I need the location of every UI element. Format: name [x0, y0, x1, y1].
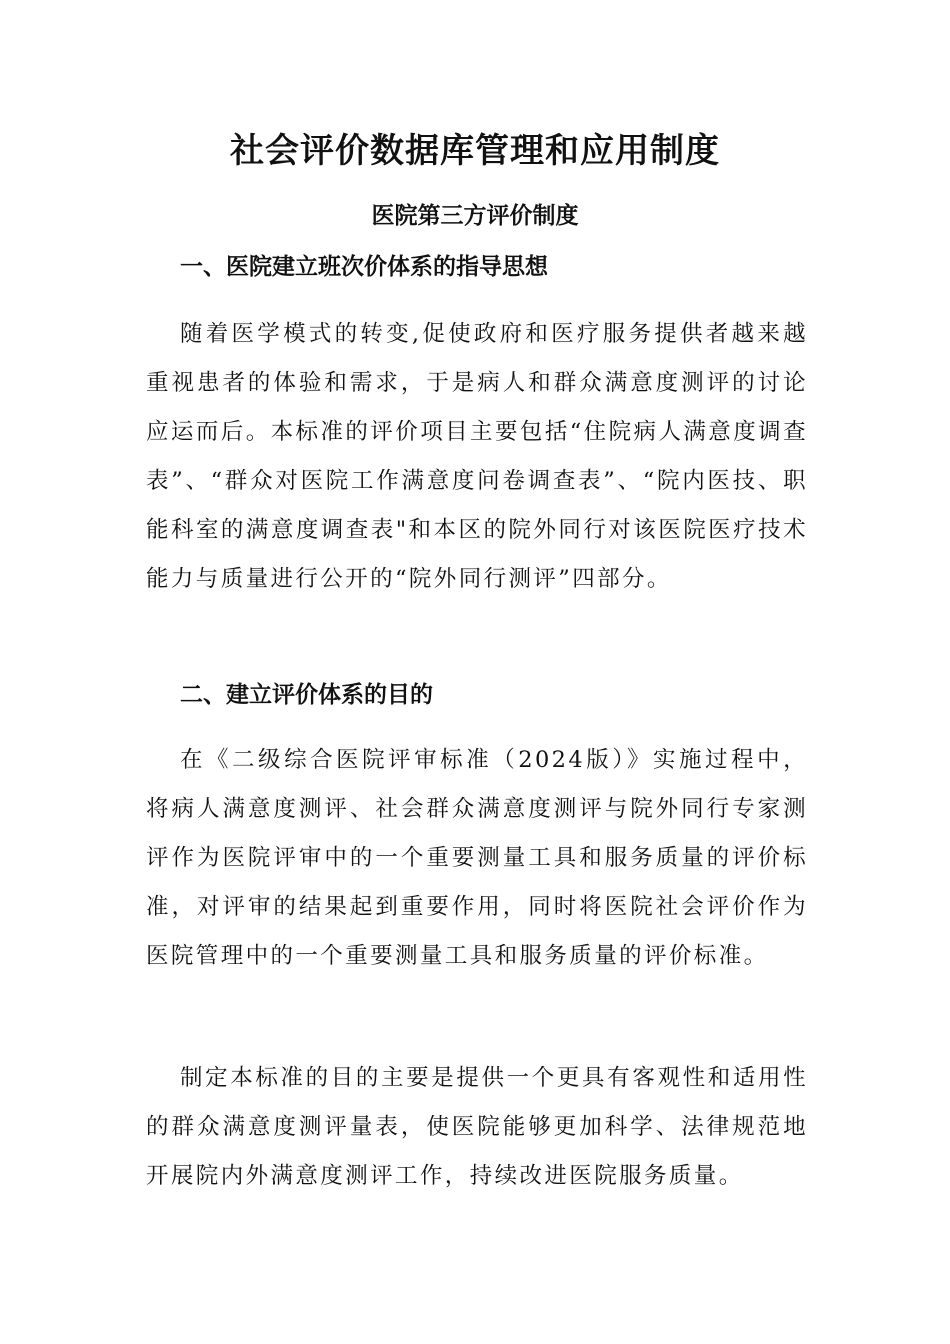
- section-paragraph: 制定本标准的目的主要是提供一个更具有客观性和适用性的群众满意度测评量表，使医院能够更加科学、法律规范地开展院内外满意度测评工作，持续改进医院服务质量。: [146, 1065, 808, 1189]
- section-heading-guiding-ideology: 一、医院建立班次价体系的指导思想: [180, 254, 548, 280]
- document-subtitle: 医院第三方评价制度: [371, 203, 579, 229]
- section-paragraph: 随着医学模式的转变,促使政府和医疗服务提供者越来越重视患者的体验和需求，于是病人和群众满意度测评的讨论应运而后。本标准的评价项目主要包括“住院病人满意度调查表”、“群众对医院工作满意度问卷调查表”、“院内医技、职能科室的满意度调查表"和本区的院外同行对该医院医疗技术能力与质量进行公开的“院外同行测评”四部分。: [146, 321, 808, 592]
- section-paragraph: 在《二级综合医院评审标准（2024版）》实施过程中，将病人满意度测评、社会群众满意度测评与院外同行专家测评作为医院评审中的一个重要测量工具和服务质量的评价标准，对评审的结果起到重要作用，同时将医院社会评价作为医院管理中的一个重要测量工具和服务质量的评价标准。: [146, 747, 808, 969]
- section-heading-purpose: 二、建立评价体系的目的: [180, 682, 433, 708]
- document-title: 社会评价数据库管理和应用制度: [230, 131, 720, 171]
